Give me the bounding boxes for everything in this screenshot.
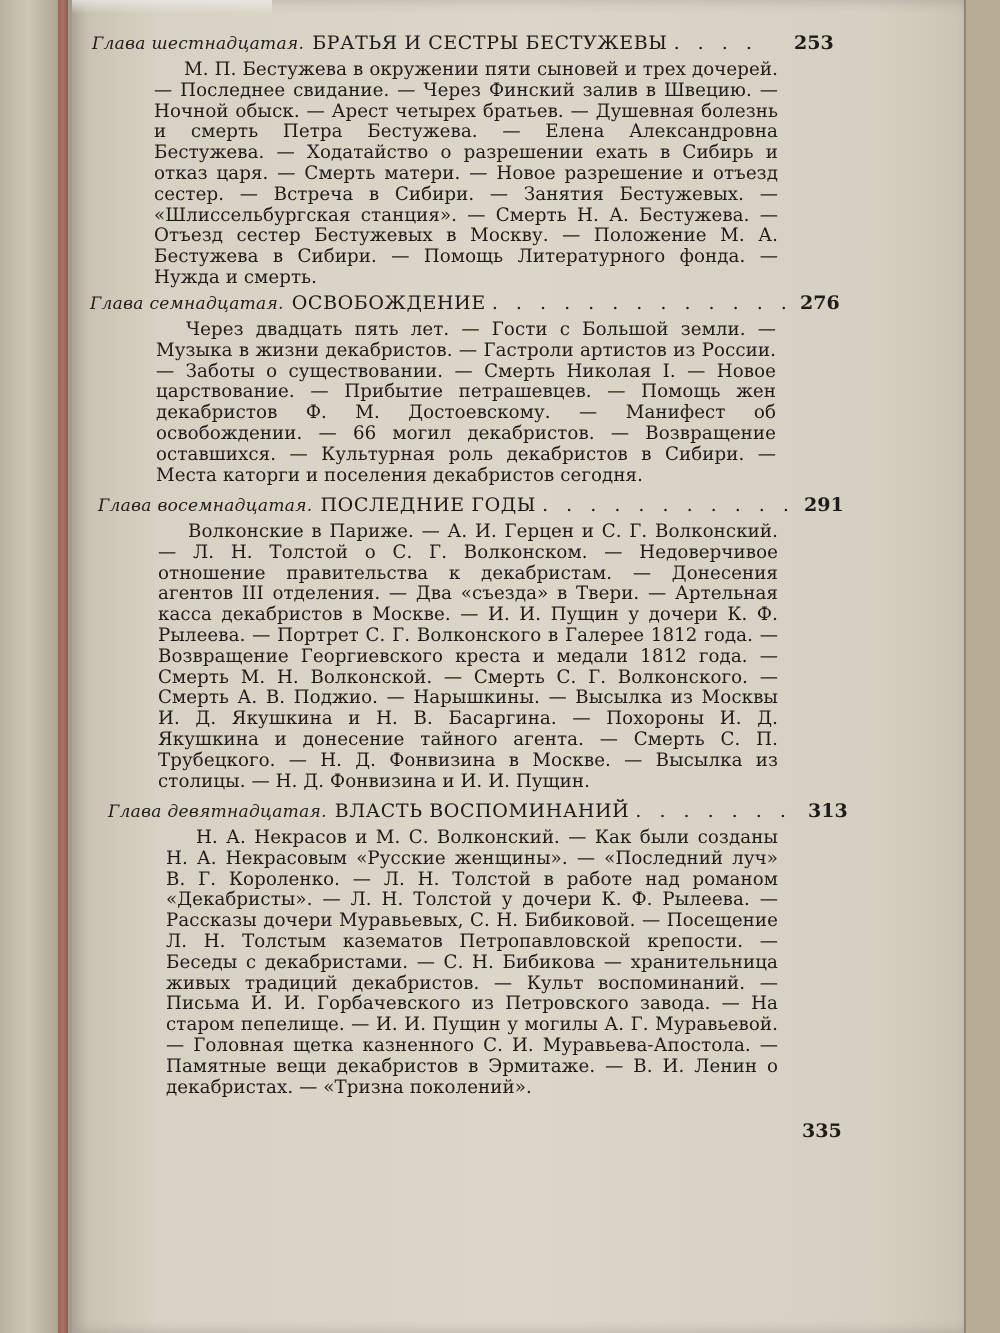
chapter-label: Глава шестнадцатая. — [92, 34, 305, 54]
folio-page-number: 335 — [802, 1120, 842, 1142]
chapter-page-number: 291 — [804, 494, 844, 516]
chapter-label: Глава семнадцатая. — [90, 294, 284, 314]
chapter-page-number: 313 — [808, 800, 848, 822]
chapter-summary — [156, 320, 776, 486]
chapter-summary-text: Волконские в Париже. — А. И. Герцен и С. Г. Волконский. — Л. Н. Толстой о С. Г. Волконском. — Недоверчивое отношение правительства к декабристам. — Донесения агентов III отделения. — Два «съезда» в Твери. — Артельная касса декабристов в Москве. — И. И. Пущин у дочери К. Ф. Рылеева. — Портрет С. Г. Волконского в Галерее 1812 года. — Возвращение Георгиевского креста и медали 1812 года. — Смерть М. Н. Волконской. — Смерть С. Г. Волконского. — Смерть А. В. Поджио. — Нарышкины. — Высылка из Москвы И. Д. Якушкина и Н. В. Басаргина. — Похороны И. Д. Якушкина и донесение тайного агента. — Смерть С. П. Трубецкого. — Н. Д. Фонвизина в Москве. — Высылка из столицы. — Н. Д. Фонвизина и И. И. Пущин. — [158, 521, 778, 792]
chapter-title: ВЛАСТЬ ВОСПОМИНАНИЙ — [334, 800, 630, 822]
book-page — [72, 0, 964, 1333]
chapter-title: ПОСЛЕДНИЕ ГОДЫ — [320, 494, 537, 516]
chapter-title: БРАТЬЯ И СЕСТРЫ БЕСТУЖЕВЫ — [312, 32, 668, 54]
leader-dots: . . . . — [673, 32, 758, 54]
page-highlight — [72, 0, 272, 14]
chapter-heading — [92, 28, 758, 58]
leader-dots: . . . . . . . — [635, 800, 792, 822]
chapter-summary-text: Н. А. Некрасов и М. С. Волконский. — Как были созданы Н. А. Некрасовым «Русские женщины». — «Последний луч» В. Г. Короленко. — Л. Н. Толстой в работе над романом «Декабристы». — Л. Н. Толстой у дочери К. Ф. Рылеева. — Рассказы дочери Муравьевых, С. Н. Бибиковой. — Посещение Л. Н. Толстым казематов Петропавловской крепости. — Беседы с декабристами. — С. Н. Бибикова — хранительница живых традиций декабристов. — Культ воспоминаний. — Письма И. И. Горбачевского из Петровского завода. — На старом пепелище. — И. И. Пущин у могилы А. Г. Муравьевой. — Головная щетка казненного С. И. Муравьева-Апостола. — Памятные вещи декабристов в Эрмитаже. — В. И. Ленин о декабристах. — «Тризна поколений». — [166, 827, 778, 1098]
chapter-label: Глава восемнадцатая. — [98, 496, 313, 516]
leader-dots: . . . . . . . . . . . — [542, 494, 795, 516]
book-cover-edge — [960, 0, 1000, 1333]
leader-dots: . . . . . . . . . . . . . — [491, 292, 793, 314]
chapter-heading — [90, 288, 793, 318]
chapter-heading — [98, 490, 795, 520]
chapter-summary — [158, 522, 778, 792]
chapter-summary-text: М. П. Бестужева в окружении пяти сыновей и трех дочерей. — Последнее свидание. — Через Финский залив в Швецию. — Ночной обыск. — Арест четырех братьев. — Душевная болезнь и смерть Петра Бестужева. — Елена Александровна Бестужева. — Ходатайство о разрешении ехать в Сибирь и отказ царя. — Смерть матери. — Новое разрешение и отъезд сестер. — Встреча в Сибири. — Занятия Бестужевых. — «Шлиссельбургская станция». — Смерть Н. А. Бестужева. — Отъезд сестер Бестужевых в Москву. — Положение М. А. Бестужева в Сибири. — Помощь Литературного фонда. — Нужда и смерть. — [154, 59, 778, 288]
chapter-title: ОСВОБОЖДЕНИЕ — [291, 292, 486, 314]
chapter-heading — [108, 796, 792, 826]
chapter-summary — [154, 60, 778, 289]
chapter-page-number: 276 — [800, 292, 840, 314]
chapter-summary — [166, 828, 778, 1098]
left-page-edge — [0, 0, 80, 1333]
chapter-summary-text: Через двадцать пять лет. — Гости с Большой земли. — Музыка в жизни декабристов. — Гастроли артистов из России. — Заботы о существовании. — Смерть Николая I. — Новое царствование. — Прибытие петрашевцев. — Помощь жен декабристов Ф. М. Достоевскому. — Манифест об освобождении. — 66 могил декабристов. — Возвращение оставшихся. — Культурная роль декабристов в Сибири. — Места каторги и поселения декабристов сегодня. — [156, 319, 776, 486]
chapter-label: Глава девятнадцатая. — [108, 802, 327, 822]
chapter-page-number: 253 — [794, 32, 834, 54]
book-spine — [58, 0, 68, 1333]
